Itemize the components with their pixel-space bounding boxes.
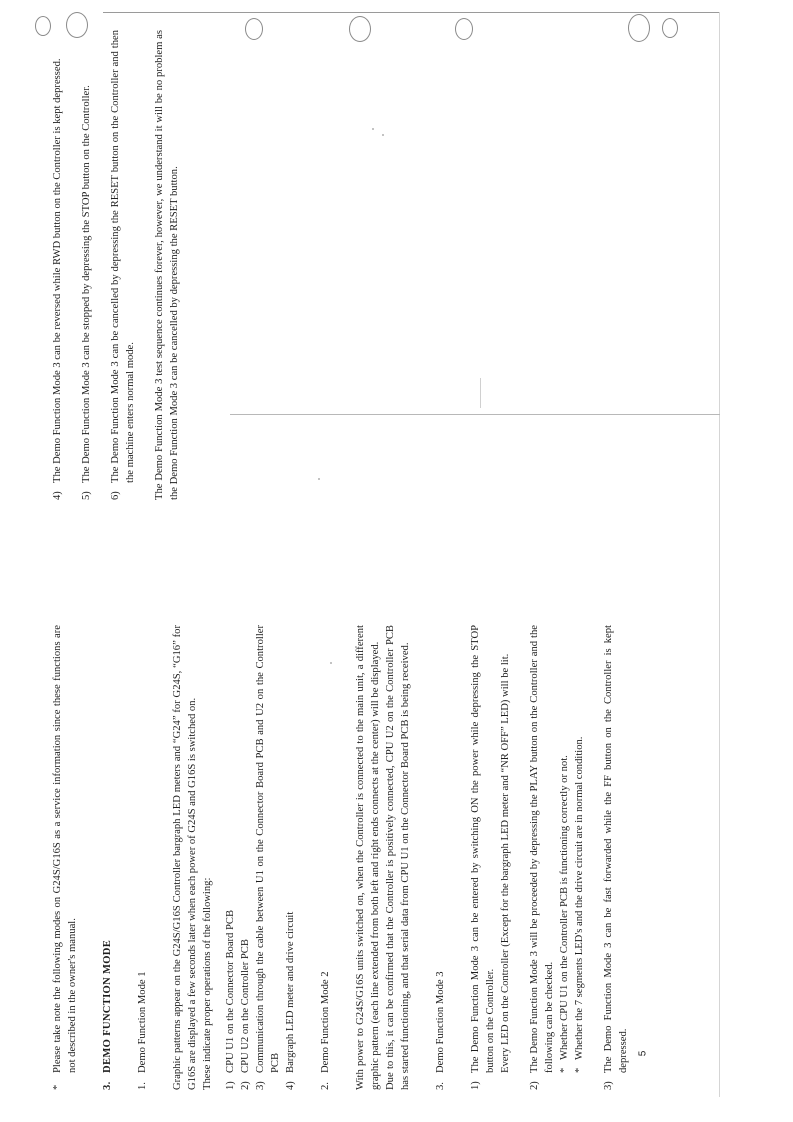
mode3-item [527,625,557,1090]
mode1-item [283,625,298,1090]
item-text: The Demo Function Mode 3 can be stopped by depressing the STOP button on the Controller. [81,85,92,483]
subitem-marker: * [559,1067,570,1073]
section-heading [100,625,115,1090]
item-text: Communication through the cable between U1 on the Connector Board PCB and U2 on the Controller PCB [255,625,281,1073]
mode2-description [353,625,413,1090]
item-marker: 6) [110,491,121,500]
mode2-number: 2. [320,1082,331,1090]
subitem-text: Whether CPU U1 on the Controller PCB is functioning correctly or not. [559,755,570,1060]
mode3-subitem [572,625,587,1090]
item-text: The Demo Function Mode 3 can be fast forwarded while the FF button on the Controller is kept depressed. [603,625,629,1073]
left-column [50,625,631,1090]
mode1-number: 1. [137,1082,148,1090]
mode1-para1: Graphic patterns appear on the G24S/G16S Controller bargraph LED meters and “G24” for G24S, “G16” for G16S are displayed a few seconds later when each power of G24S and G16S is switched on. [172,625,198,1090]
service-note [50,625,80,1090]
item-text: The Demo Function Mode 3 will be proceeded by depressing the PLAY button on the Controller and the following can be checked. [529,625,555,1073]
item-marker: 4) [52,491,63,500]
mode3-number: 3. [435,1082,446,1090]
mode1-description [170,625,215,1090]
right-column [50,30,182,500]
closing-text: The Demo Function Mode 3 test sequence continues forever, however, we understand it will be no problem as the Demo Function Mode 3 can be cancelled by depressing the RESET button. [154,30,180,500]
mode3-item [79,30,94,500]
item-text: CPU U1 on the Connector Board PCB [225,909,236,1073]
punch-hole [35,16,51,36]
mode3-title: Demo Function Mode 3 [435,971,446,1073]
mode1-item [253,625,283,1090]
item-marker: 1) [225,1081,236,1090]
note-text: Please take note the following modes on G24S/G16S as a service information since these functions are not described in the owner's manual. [52,625,78,1073]
mode3-item [601,625,631,1090]
mode1-title: Demo Function Mode 1 [137,971,148,1073]
mode3-subitem [557,625,572,1090]
subitem-text: Whether the 7 segments LED's and the drive circuit are in normal condition. [574,736,585,1060]
mode1-item [223,625,238,1090]
mode2-title: Demo Function Mode 2 [320,971,331,1073]
item-marker: 3) [255,1081,266,1090]
item-marker: 2) [240,1081,251,1090]
item-marker: 4) [285,1081,296,1090]
item-marker: 5) [81,491,92,500]
item-text: CPU U2 on the Controller PCB [240,939,251,1073]
item-marker: 1) [470,1081,481,1090]
item-marker: 3) [603,1081,614,1090]
item-text: Bargraph LED meter and drive circuit [285,911,296,1073]
mode1-para2: These indicate proper operations of the following: [202,877,213,1090]
mode3-item [468,625,513,1090]
item-text: The Demo Function Mode 3 can be reversed while RWD button on the Controller is kept depressed. [52,58,63,483]
item-text-line1: The Demo Function Mode 3 can be entered by switching ON the power while depressing the STOP button on the Controller. [470,625,496,1073]
mode1-heading [135,625,150,1090]
mode1-item [238,625,253,1090]
mode2-para2: Due to this, it can be confirmed that the Controller is positively connected, CPU U2 on the Controller PCB has started functioning, and that serial data from CPU U1 on the Connector Board PCB is being received. [385,625,411,1090]
note-marker: * [52,1084,63,1090]
mode3-heading [433,625,448,1090]
mode2-para1: With power to G24S/G16S units switched on, when the Controller is connected to the main unit, a different graphic pattern (each line extended from both left and right ends connects at the center) will be displayed. [355,625,381,1090]
subitem-marker: * [574,1067,585,1073]
item-marker: 2) [529,1081,540,1090]
section-number: 3. [102,1081,113,1090]
page-number: 5 [637,1050,649,1057]
mode3-item [108,30,138,500]
rotated-content [50,10,790,1090]
item-text: The Demo Function Mode 3 can be cancelled by depressing the RESET button on the Controller and then the machine enters normal mode. [110,30,136,483]
item-text-line2: Every LED on the Controller (Except for the bargraph LED meter and “NR OFF” LED) will be lit. [500,653,511,1073]
section-title: DEMO FUNCTION MODE [102,939,113,1073]
closing-paragraph [152,30,182,500]
item-text [468,625,513,1090]
mode2-heading [318,625,333,1090]
mode3-item [50,30,65,500]
